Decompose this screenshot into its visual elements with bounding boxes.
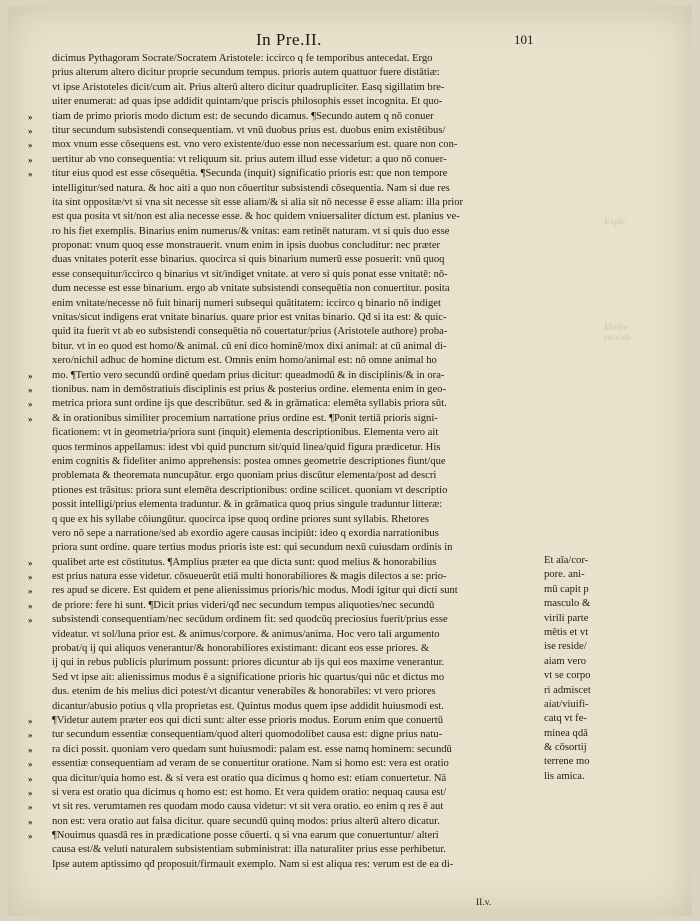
- line-text: vnitas/sicut indigens erat vnitate binarius. quare prior est vnitas binario. Qđ si ita est: & quic-: [52, 312, 447, 324]
- text-line: [52, 340, 552, 354]
- quote-mark: »: [28, 154, 32, 165]
- line-text: duas vnitates poterit esse binarius. quocirca si quis binarium numerū esse posuerit: vnū quoq: [52, 254, 445, 266]
- marginal-gloss: [544, 554, 614, 784]
- line-text: ¶Nouimus quasdā res in prædicatione posse cōuerti. q si vna earum que conuertuntur/ alteri: [52, 830, 439, 842]
- text-line: [52, 225, 552, 239]
- text-line: [28, 786, 552, 800]
- quote-mark: »: [28, 169, 32, 180]
- line-text: ij qui in rebus publicis plurimum possunt: priores dicuntur ab ijs qui eos maxime venerantur.: [52, 657, 445, 669]
- line-text: ¶Videtur autem præter eos qui dicti sunt: alter esse prioris modus. Eorum enim que conuertū: [52, 714, 444, 726]
- text-line: [52, 81, 552, 95]
- text-line: [52, 66, 552, 80]
- line-text: tionibus. nam in demōstratiuis disciplinis est prius & posterius ordine. elementa enim in geo-: [52, 383, 446, 395]
- text-line: [28, 153, 552, 167]
- text-line: [28, 743, 552, 757]
- quote-mark: »: [28, 125, 32, 136]
- text-line: [52, 642, 552, 656]
- quote-mark: »: [28, 586, 32, 597]
- text-line: [28, 800, 552, 814]
- text-line: [28, 757, 552, 771]
- line-text: enim cognitis & fideliter animo apprehensis: postea omnes geometrie descriptiones fiunt/que: [52, 455, 446, 467]
- text-line: [52, 210, 552, 224]
- text-line: [28, 383, 552, 397]
- text-line: [52, 196, 552, 210]
- text-line: [52, 297, 552, 311]
- quote-mark: »: [28, 816, 32, 827]
- text-line: [52, 441, 552, 455]
- line-text: enim vnitate/necesse nō fuit binarij numeri subsequi quātitatem: iccirco q binario nō indiget: [52, 297, 441, 309]
- margin-note-line: vt se corpo: [544, 670, 591, 682]
- quote-mark: »: [28, 787, 32, 798]
- text-line: [28, 110, 552, 124]
- line-text: dum necesse est esse binarium. ergo ab vnitate subsistendi consequētia non conuertitur. posita: [52, 283, 450, 295]
- running-head: In Pre.II.: [256, 30, 322, 49]
- line-text: ra dici possit. quoniam vero quedam sunt huiusmodi: palam est. esse namq hominem: secundū: [52, 743, 452, 755]
- text-line: [28, 613, 552, 627]
- line-text: q que ex his syllabe cōiungūtur. quocirca ipse quoq ordine priores sunt syllabis. Rhetores: [52, 513, 429, 525]
- quote-mark: »: [28, 557, 32, 568]
- margin-note-line: virili parte: [544, 612, 589, 624]
- text-line: [28, 714, 552, 728]
- text-line: [52, 469, 552, 483]
- show-through-text: Expli-: [604, 216, 627, 226]
- quote-mark: »: [28, 831, 32, 842]
- line-text: vero nō sepe a narratione/sed ab exordio agere causas incipiūt: ideo q exordia narrationibus: [52, 527, 439, 539]
- text-line: [52, 95, 552, 109]
- line-text: Sed vt ipse ait: alienissimus modus ē a significatione prioris hic quartus/qui nūc et dictus mo: [52, 671, 445, 683]
- text-line: [52, 843, 552, 857]
- margin-note-line: aiat/viuifi-: [544, 698, 589, 710]
- quote-mark: »: [28, 111, 32, 122]
- line-text: videatur. vt sol/luna prior est. & animus/corpore. & animus/anima. Hoc vero tali argumento: [52, 628, 440, 640]
- folio-number: 101: [514, 32, 534, 47]
- quote-mark: »: [28, 600, 32, 611]
- text-line: [28, 167, 552, 181]
- line-text: dicantur/abusio potius q vlla proprietas est. Quintus modus quem ipse addidit huiusmodi est.: [52, 700, 444, 712]
- margin-note-line: Et aīa/cor-: [544, 555, 589, 566]
- line-text: mo. ¶Tertio vero secundū ordinē quedam prius dicitur: queadmodū & in disciplinis/& in ora-: [52, 369, 445, 381]
- page-header: [8, 30, 692, 52]
- quote-mark: »: [28, 759, 32, 770]
- line-text: dicimus Pythagoram Socrate/Socratem Aristotele: iccirco q fe temporibus antecedat. Ergo: [52, 53, 433, 64]
- text-line: [28, 570, 552, 584]
- quote-mark: »: [28, 370, 32, 381]
- margin-note-line: terrene mo: [544, 756, 590, 768]
- text-line: [28, 124, 552, 138]
- text-line: [52, 354, 552, 368]
- text-line: [52, 513, 552, 527]
- line-text: bitur. vt in eo quod est homo/& animal. cū eni dico hominē/mox dixi animal: at cū animal di-: [52, 340, 447, 352]
- line-text: ptiones est trāsitus: priora sunt elemēta descriptionibus: ordine scilicet. quoniam vt descriptio: [52, 484, 448, 496]
- text-line: [52, 700, 552, 714]
- text-line: [52, 311, 552, 325]
- line-text: est prius natura esse videtur. cōsueuerūt etiā multi honorabiliores & magis dilectos a se: prio-: [52, 571, 447, 583]
- text-line: [28, 599, 552, 613]
- text-line: [28, 815, 552, 829]
- text-line: [28, 584, 552, 598]
- text-line: [28, 369, 552, 383]
- text-line: [28, 772, 552, 786]
- quote-mark: »: [28, 730, 32, 741]
- quote-mark: »: [28, 744, 32, 755]
- line-text: est qua posita vt sit/non est alia necesse esse. & hoc quidem vniuersaliter dictum est. planius ve-: [52, 211, 460, 223]
- line-text: titur eius quod est esse cōsequētia. ¶Secunda (inquit) significatio prioris est: que non tempore: [52, 168, 448, 180]
- book-page: [8, 6, 692, 916]
- quote-mark: »: [28, 572, 32, 583]
- margin-note-line: masculo &: [544, 598, 591, 610]
- text-line: [52, 253, 552, 267]
- quote-mark: »: [28, 615, 32, 626]
- line-text: & in orationibus similiter procemium narratione prius ordine est. ¶Ponit tertiā prioris signi-: [52, 412, 438, 424]
- text-line: [52, 455, 552, 469]
- text-line: [28, 556, 552, 570]
- line-text: possit intelligi/prius elementa traduntur. & in grāmatica quoq prius singule traduntur litteræ:: [52, 499, 443, 511]
- line-text: qua dicitur/quia homo est. & si vera est oratio qua dicimus q homo est: etiam conuertetur. Nā: [52, 772, 447, 784]
- line-text: Ipse autem aptissimo qđ proposuit/firmauit exemplo. Nam si est aliqua res: verum est de ea di-: [52, 858, 454, 870]
- line-text: res apud se dicere. Est quidem et pene alienissimus prioris/hic modus. Modi igitur qui dicti sunt: [52, 585, 458, 597]
- line-text: esse consequitur/iccirco q binarius vt sit/indiget vnitate. at vero si quis ponat esse vnitatē: nō-: [52, 268, 448, 280]
- margin-note-line: mū capit p: [544, 583, 589, 595]
- line-text: non est: vera oratio aut falsa dicitur. quare secundū quinq modos: prius alterū altero dicatur.: [52, 815, 440, 827]
- text-line: [28, 829, 552, 843]
- text-line: [52, 282, 552, 296]
- text-line: [52, 325, 552, 339]
- line-text: causa est/& veluti naturalem subsistentiam subministrat: illa naturaliter prius esse perhibetur.: [52, 844, 446, 856]
- line-text: tiam de primo prioris modo dictum est: de secundo dicamus. ¶Secundo autem q nō conuer: [52, 110, 434, 122]
- margin-note-line: ri admiscet: [544, 684, 591, 696]
- text-line: [52, 656, 552, 670]
- quote-mark: »: [28, 140, 32, 151]
- text-line: [52, 268, 552, 282]
- text-line: [52, 527, 552, 541]
- text-line: [52, 541, 552, 555]
- text-line: [52, 685, 552, 699]
- line-text: dus. etenim de his melius dici potest/vt dicantur venerabiles & honorabiles: vt vero priores: [52, 686, 436, 698]
- line-text: mox vnum esse cōsequens est. vno vero existente/duo esse non necessarium est. quare non con-: [52, 139, 458, 151]
- text-line: [52, 52, 552, 66]
- line-text: si vera est oratio qua dicimus q homo est: est homo. Et vera quidem oratio: nequaq causa est/: [52, 786, 447, 798]
- line-text: quid ita fuerit vt ab eo subsistendi consequētia nō couertatur/prius (Aristotele authore) proba-: [52, 326, 448, 338]
- text-line: [28, 138, 552, 152]
- main-text-column: [28, 52, 552, 872]
- quote-mark: »: [28, 773, 32, 784]
- line-text: vt ipse Aristoteles dicit/cum ait. Prius alterū altero dicitur quadrupliciter. Easq sigillatim bre-: [52, 81, 445, 93]
- line-text: essentiæ consequentiam ad veram de se conuertitur oratione. Nam si homo est: vera est oratio: [52, 758, 449, 770]
- text-line: [52, 628, 552, 642]
- margin-note-line: lis amica.: [544, 770, 585, 782]
- line-text: metrica priora sunt ordine ijs que describūtur. sed & in grāmatica: elemēta syllabis priora sūt.: [52, 398, 447, 410]
- quote-mark: »: [28, 399, 32, 410]
- line-text: priora sunt ordine. quare tertius modus prioris iste est: qui secundum nexū cuiusdam ordinis in: [52, 542, 453, 554]
- signature-mark: II.v.: [476, 898, 492, 908]
- text-line: [52, 498, 552, 512]
- text-line: [52, 858, 552, 872]
- margin-note-line: catq vt fe-: [544, 713, 587, 725]
- line-text: intelligitur/sed natura. & hoc aiti a quo non cōuertitur subsistendi cōsequentia. Nam si due res: [52, 182, 450, 194]
- line-text: titur secundum subsistendi consequentiam. vt vnū duobus prius est. duobus enim existētibus/: [52, 124, 446, 136]
- text-line: [52, 426, 552, 440]
- quote-mark: »: [28, 413, 32, 424]
- text-line: [28, 728, 552, 742]
- quote-mark: »: [28, 384, 32, 395]
- text-line: [52, 671, 552, 685]
- text-line: [52, 484, 552, 498]
- line-text: tur secundum essentiæ consequentiam/quod alteri quomodolibet causa est: digne prius natu-: [52, 729, 443, 741]
- line-text: ita sint oppositæ/vt si vna sit necesse sit esse aliam/& si alia sit nō necesse ē esse aliam: illa prior: [52, 196, 464, 208]
- text-line: [28, 412, 552, 426]
- margin-note-line: ise reside/: [544, 641, 587, 653]
- line-text: problemata & theoremata nuncupātur. ergo quoniam prius discūtur elementa/post ad descri: [52, 470, 437, 482]
- line-text: prius alterum altero dicitur proprie secundum tempus. prioris autem quattuor fuere distātiæ:: [52, 67, 440, 79]
- line-text: probat/q ij qui aliquos venerantur/& honorabiliores existimant: dicant eos esse priores. &: [52, 643, 430, 655]
- line-text: quos terminos appellamus: idest vbi quid punctum sit/quid linea/quid figura prædicetur. His: [52, 441, 441, 453]
- margin-note-line: & cōsortij: [544, 742, 587, 754]
- line-text: vt sit res. verumtamen res quodam modo causa videtur: vt sit vera oratio. eo enim q res ē aut: [52, 801, 444, 813]
- text-line: [52, 239, 552, 253]
- margin-note-line: aiam vero: [544, 655, 587, 667]
- quote-mark: »: [28, 802, 32, 813]
- line-text: qualibet arte est cōstitutus. ¶Amplius præter ea que dicta sunt: quod melius & honorabilius: [52, 556, 437, 568]
- line-text: proponat: vnum quoq esse monstrauerit. vnum enim in ipsis duobus concluditur: nec præter: [52, 240, 441, 252]
- line-text: uiter enumerat: ad quas ipse addidit quintam/que priscis philosophis esset incognita. Et quo-: [52, 96, 443, 108]
- line-text: ro his fiet exemplis. Binarius enim numerus/& vnitas: eam retinēt naturam. vt si quis duo esse: [52, 225, 450, 237]
- text-line: [52, 182, 552, 196]
- line-text: xero/nichil adhuc de homine dictum est. Omnis enim homo/animal est: nō omne animal ho: [52, 355, 437, 367]
- line-text: uertitur ab vno consequentia: vt reliquum sit. prius autem illud esse videtur: a quo nō conuer-: [52, 153, 447, 165]
- margin-note-line: mētis et vt: [544, 626, 589, 638]
- show-through-text: Modo- ceccam: [604, 322, 631, 342]
- quote-mark: »: [28, 715, 32, 726]
- line-text: ficationem: vt in geometria/priora sunt (inquit) elementa descriptionibus. Elementa vero ait: [52, 427, 439, 439]
- text-line: [28, 397, 552, 411]
- line-text: subsistendi consequentiam/nec secūdum ordinem fit: sed quodcūq preciosius fuerit/prius esse: [52, 614, 448, 626]
- margin-note-line: pore. ani-: [544, 569, 585, 581]
- line-text: de priore: fere hi sunt. ¶Dicit prius videri/qđ nec secundum tempus aliquoties/nec secundū: [52, 599, 435, 611]
- margin-note-line: minea qdā: [544, 727, 588, 739]
